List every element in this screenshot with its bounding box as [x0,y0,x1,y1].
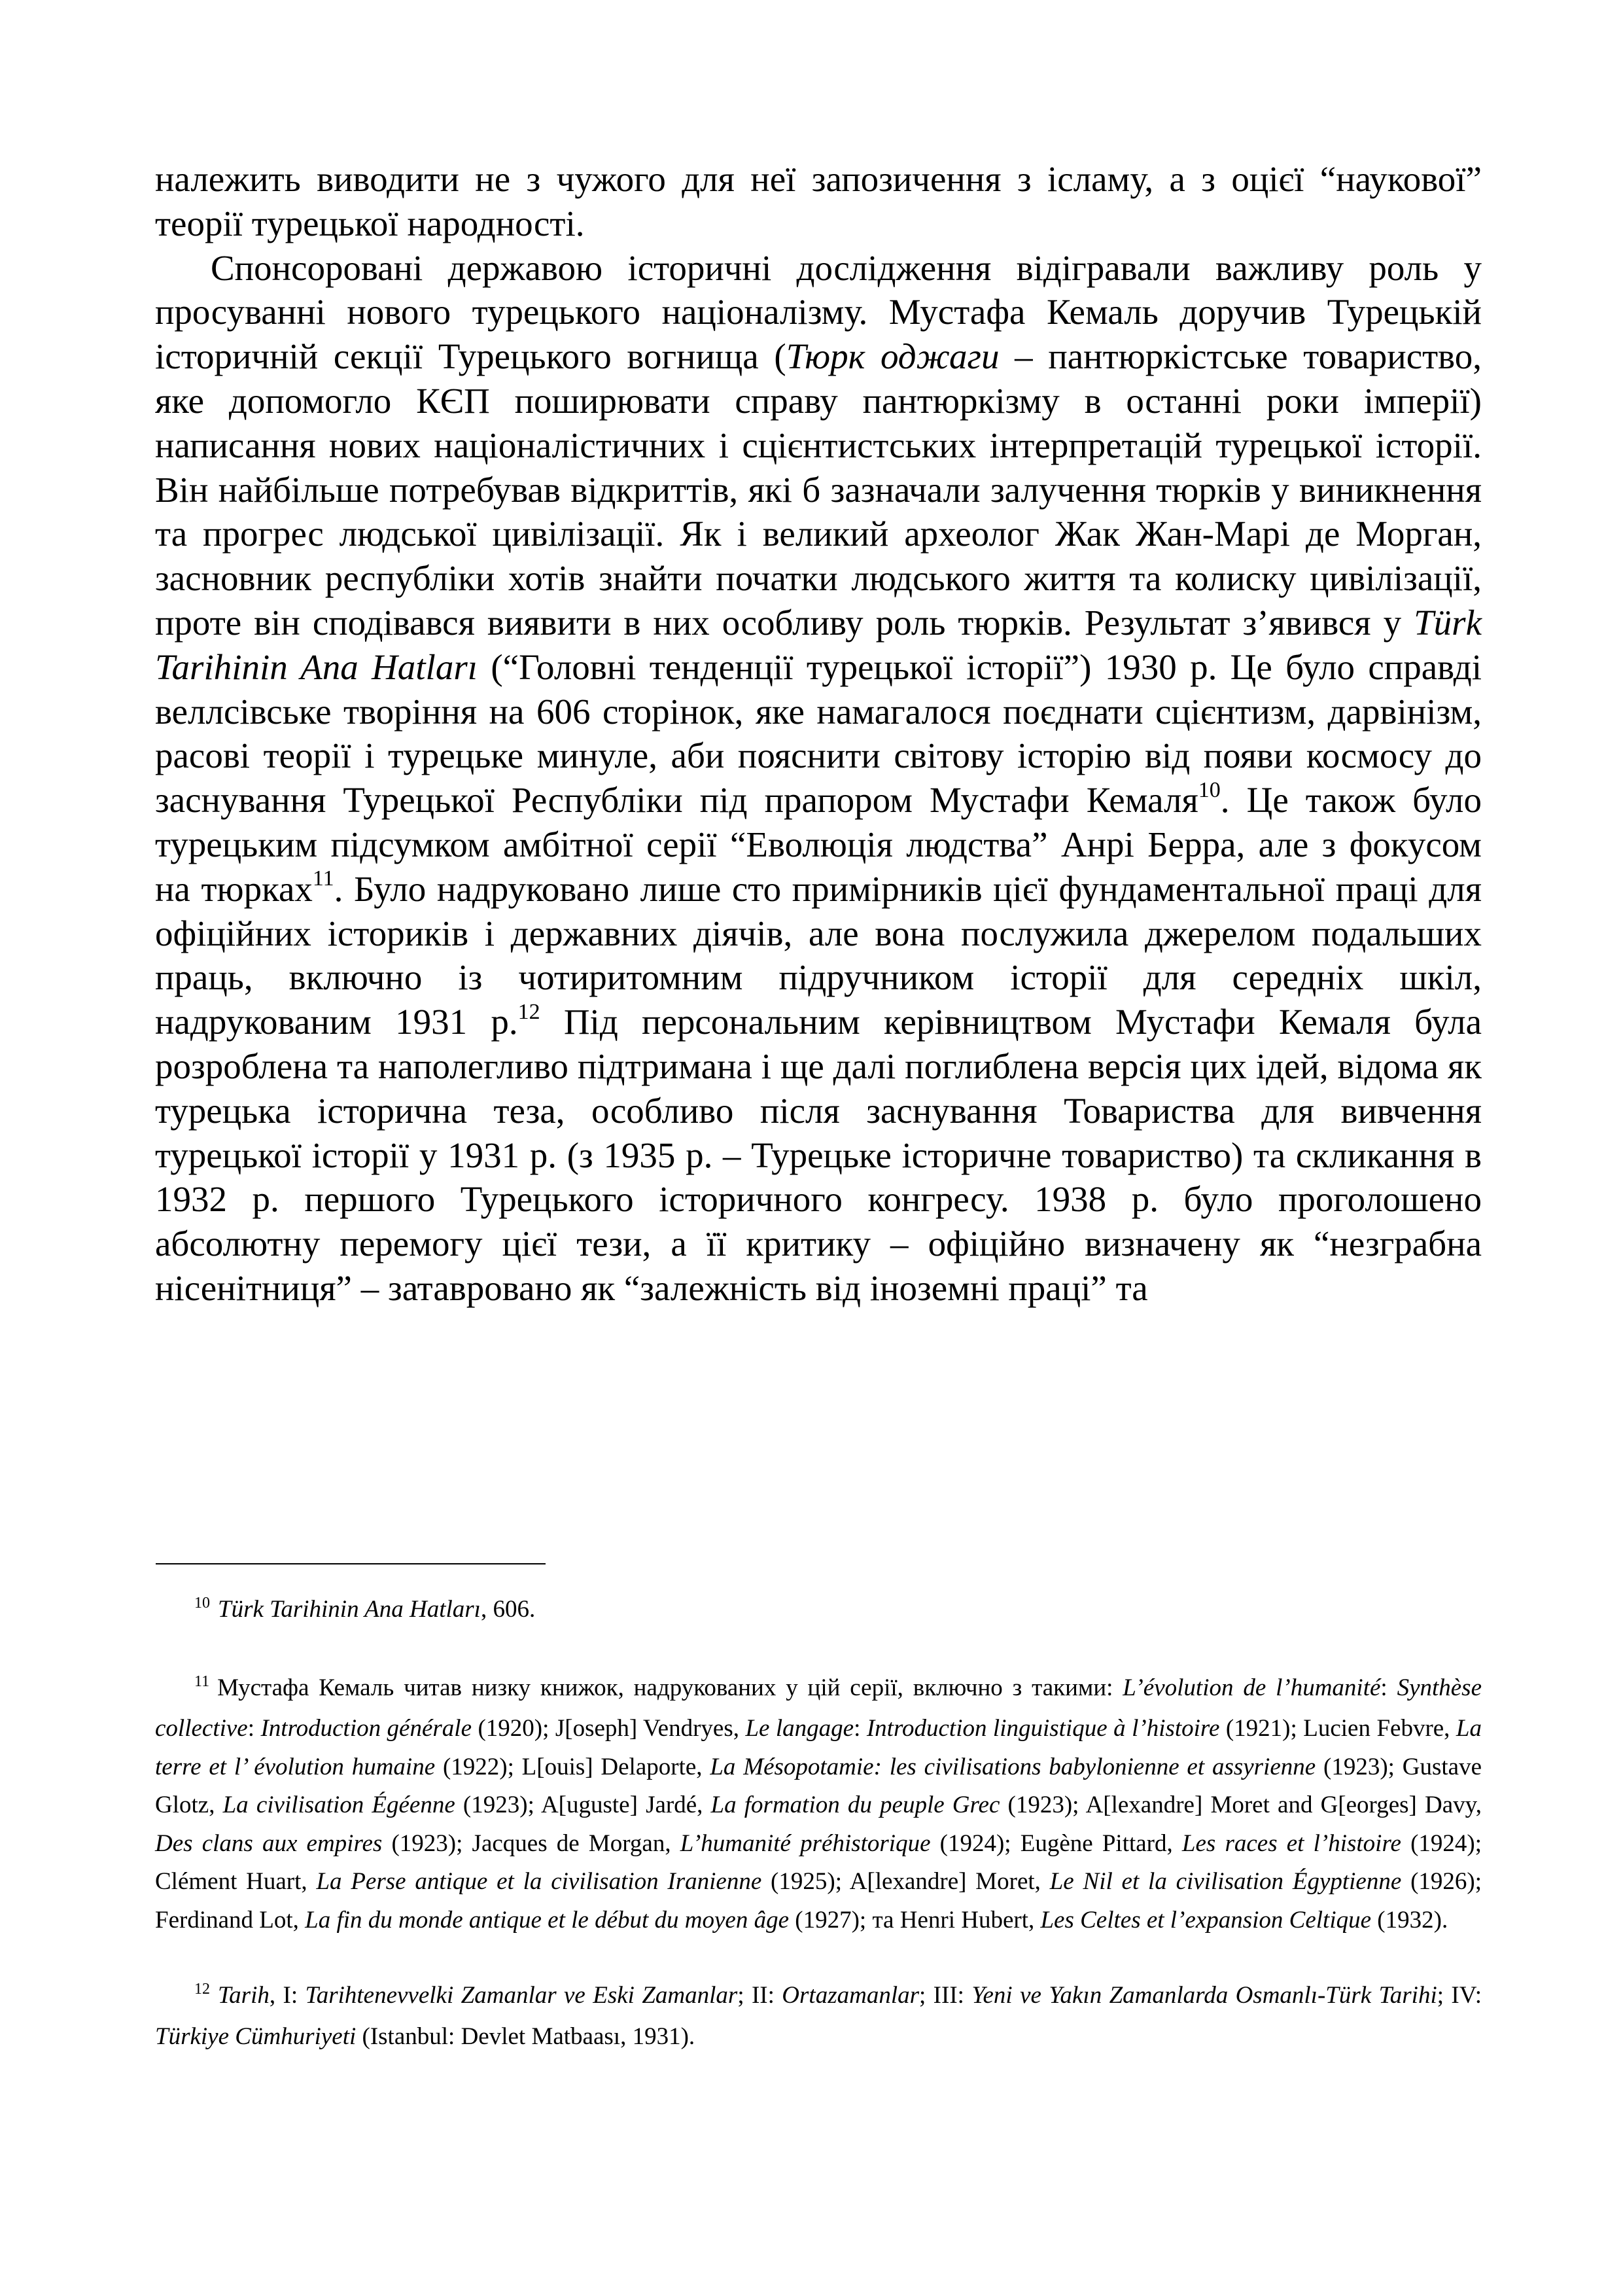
text-run: ; III: [919,1982,972,2009]
italic-book-title: L’évolution de l’humanité [1123,1674,1381,1701]
text-run: , 606. [480,1596,536,1623]
text-run: (Istanbul: Devlet Matbaası, 1931). [356,2022,695,2050]
italic-book-title: Türk Tarihinin Ana Hatları [218,1596,481,1623]
text-run: (1922); L[ouis] Delaporte, [435,1753,710,1780]
text-run: (1926); Ferdinand Lot, [155,1868,1482,1934]
text-run: , I: [269,1982,305,2009]
text-run: (1924); Clément Huart, [155,1829,1482,1895]
footnotes [155,1570,1482,2056]
footnote-11 [155,1669,1482,1940]
text-run: (“Головні тенденції турецької історії”) 1930 р. Це було справді веллсівське творіння на 606 сторінок, яке намагалося поєднати сцієнтизм, дарвінізм, расові теорії і турецьке минуле, аби пояснити світову історію від появи космосу до заснування Турецької Республіки під прапором Мустафи Кемаля [155,646,1482,821]
italic-book-title: La formation du peuple Grec [710,1792,1000,1818]
text-run: (1923); A[lexandre] Moret and G[eorges] Davy, [1000,1792,1482,1818]
footnote-number: 12 [194,1981,210,1998]
footnote-ref-10[interactable]: 10 [1198,777,1221,802]
italic-book-title: Introduction générale [260,1715,472,1742]
italic-book-title: Le langage [745,1715,854,1742]
italic-book-title: Türk Tarihinin Ana Hatları [155,602,1482,687]
italic-book-title: Le Nil et la civilisation Égyptienne [1049,1868,1402,1895]
italic-book-title: La Perse antique et la civilisation Iranienne [316,1868,762,1895]
text-run: : [247,1715,261,1742]
paragraph [155,246,1482,1311]
italic-book-title: Yeni ve Yakın Zamanlarda Osmanlı-Türk Tarihi [971,1982,1437,2009]
text-run: (1927); та Henri Hubert, [789,1906,1041,1934]
italic-book-title: Introduction linguistique à l’histoire [866,1715,1220,1742]
text-run: : [1380,1674,1397,1701]
text-run: (1923); Jacques de Morgan, [382,1829,680,1857]
italic-book-title: Synthèse collective [155,1674,1482,1742]
footnote-ref-11[interactable]: 11 [312,866,334,891]
italic-book-title: La civilisation Égéenne [222,1792,455,1818]
italic-book-title: L’humanité préhistorique [680,1829,931,1857]
text-run: (1920); J[oseph] Vendryes, [472,1715,746,1742]
text-run: (1923); A[uguste] Jardé, [455,1792,711,1818]
italic-book-title: La Mésopotamie: les civilisations babylonienne et assyrienne [710,1753,1316,1780]
text-run: : [854,1715,867,1742]
text-run: ; IV: [1437,1982,1482,2009]
text-run: Мустафа Кемаль читав низку книжок, надрукованих у цій серії, включно з такими: [217,1674,1123,1701]
text-run: (1923); Gustave Glotz, [155,1753,1482,1818]
text-run: Під персональним керівництвом Мустафи Кемаля була розроблена та наполегливо підтримана і ще далі поглиблена версія цих ідей, відома як турецька історична теза, особливо після заснування Товариства для вивчення турецької історії у 1931 р. (з 1935 р. – Турецьке історичне товариство) та скликання в 1932 р. першого Турецького історичного конгресу. 1938 р. було проголошено абсолютну перемогу цієї тези, а її критику – офіційно визначену як “незграбна нісенітниця” – затавровано як “залежність від іноземні праці” та [155,1002,1482,1308]
italic-book-title: La fin du monde antique et le début du moyen âge [305,1906,790,1934]
italic-book-title: Türkiye Cümhuriyeti [155,2022,357,2050]
footnote-10 [155,1591,1482,1632]
italic-book-title: Des clans aux empires [155,1829,383,1857]
footnote-separator [156,1563,546,1564]
italic-book-title: Ortazamanlar [782,1982,919,2009]
text-run: належить виводити не з чужого для неї запозичення з ісламу, а з оцієї “наукової” теорії турецької народності. [155,159,1482,243]
footnote-ref-12[interactable]: 12 [517,999,540,1024]
italic-book-title: Les Celtes et l’expansion Celtique [1040,1906,1372,1934]
text-run: Спонсоровані державою історичні дослідження відігравали важливу роль у просуванні нового турецького націоналізму. Мустафа Кемаль доручив Турецькій історичній секції Турецького вогнища ( [155,247,1482,377]
footnote-number: 11 [194,1672,210,1690]
text-run: ; II: [737,1982,782,2009]
text-run: (1932). [1371,1906,1448,1934]
footnote-number: 10 [194,1595,210,1612]
italic-book-title: La terre et l’ évolution humaine [155,1715,1482,1780]
text-run: . Було надруковано лише сто примірників цієї фундаментальної праці для офіційних істориків і державних діячів, але вона послужила джерелом подальших праць, включно із чотиритомним підручником історії для середніх шкіл, надрукованим 1931 р. [155,868,1482,1042]
main-text [155,157,1482,1311]
italic-book-title: Tarih [218,1982,270,2009]
text-run: – пантюркістське товариство, яке допомогло КЄП поширювати справу пантюркізму в останні роки імперії) написання нових націоналістичних і сцієнтистських інтерпретацій турецької історії. Він найбільше потребував відкриттів, які б зазначали залучення тюрків у виникнення та прогрес людської цивілізації. Як і великий археолог Жак Жан-Марі де Морган, засновник республіки хотів знайти початки людського життя та колиску цивілізації, проте він сподівався виявити в них особливу роль тюрків. Результат з’явився у [155,336,1482,643]
italic-book-title: Les races et l’histoire [1181,1829,1401,1857]
footnote-12 [155,1977,1482,2056]
paragraph-continuation [155,157,1482,246]
text-run: (1921); Lucien Febvre, [1219,1715,1456,1742]
italic-term: Тюрк оджаги [786,336,1000,377]
italic-book-title: Tarihtenevvelki Zamanlar ve Eski Zamanlar [305,1982,738,2009]
text-run: . Це також було турецьким підсумком амбітної серії “Еволюція людства” Анрі Берра, але з фокусом на тюрках [155,780,1482,909]
text-run: (1924); Eugène Pittard, [930,1829,1182,1857]
text-run: (1925); A[lexandre] Moret, [761,1868,1050,1895]
